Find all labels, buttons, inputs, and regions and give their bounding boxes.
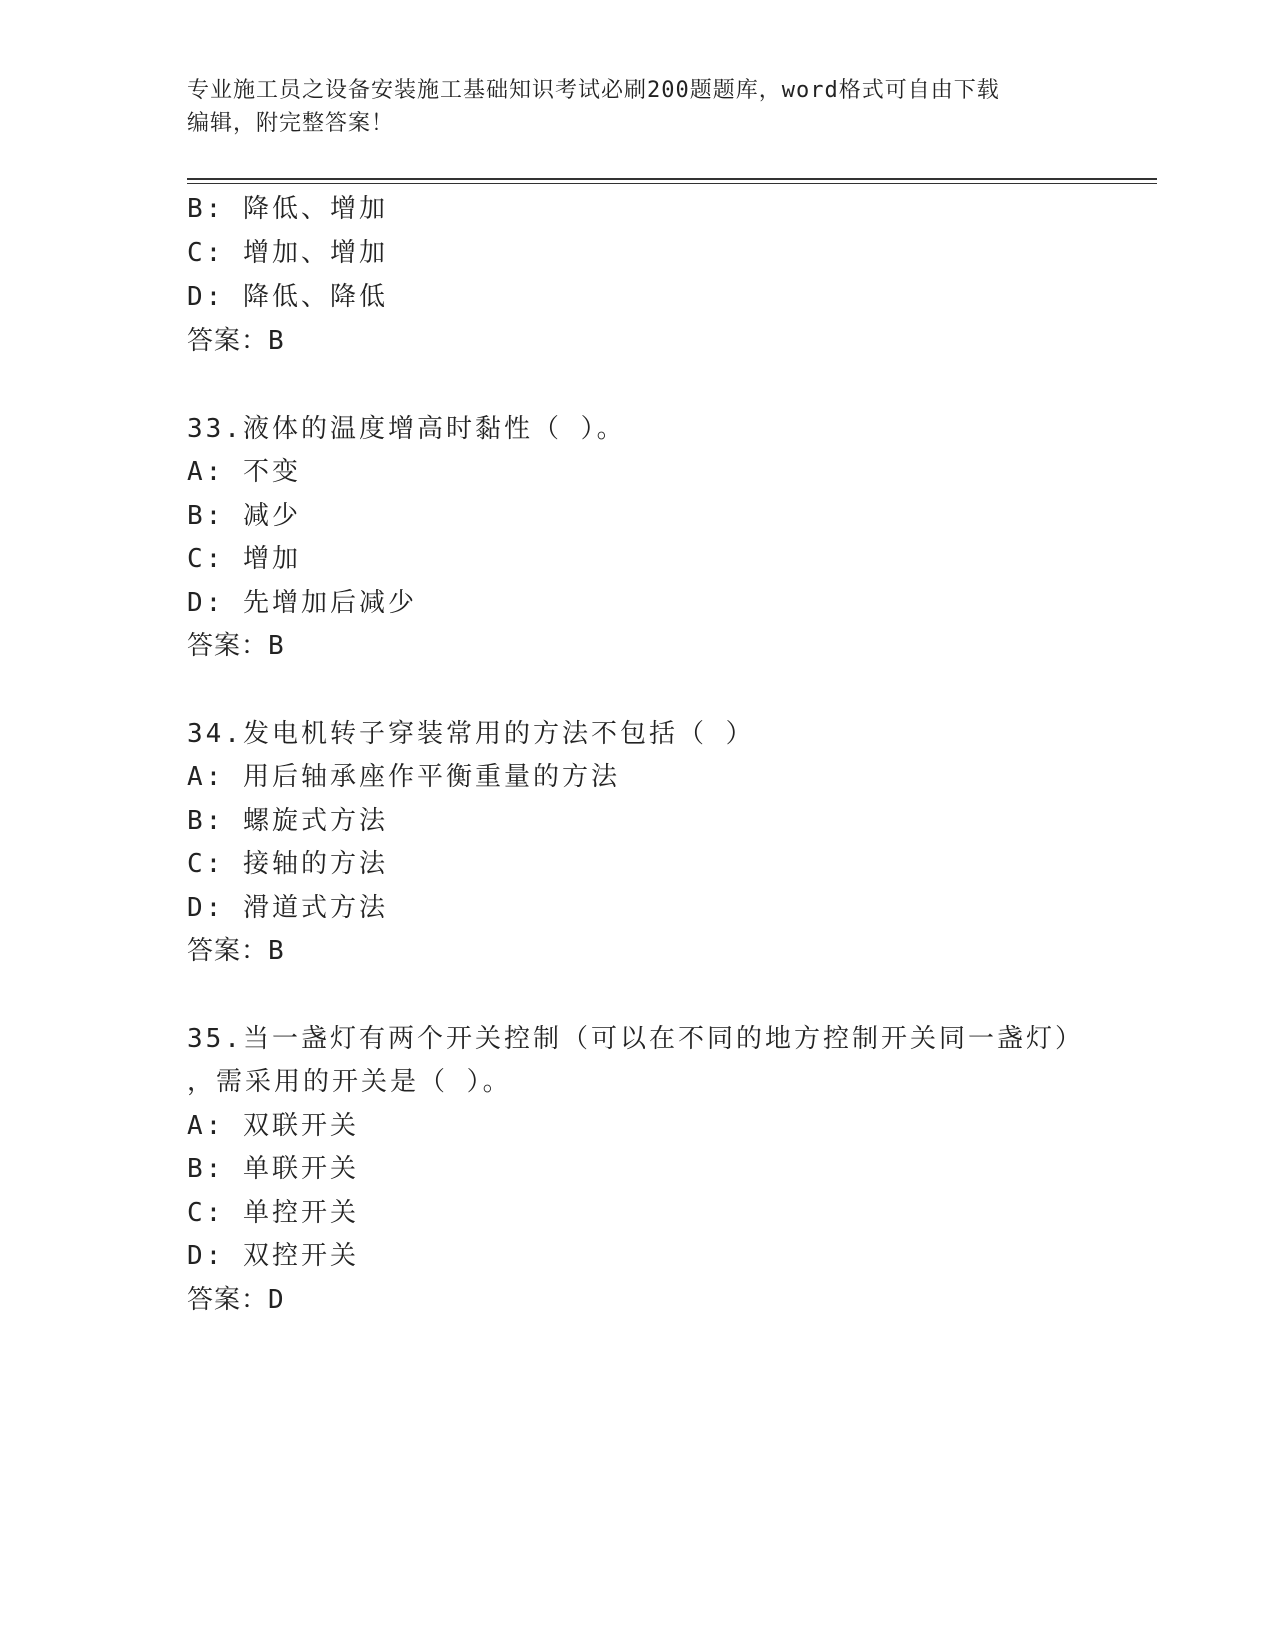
q34-stem: 34.发电机转子穿装常用的方法不包括（ ） bbox=[187, 719, 755, 749]
q33-option-a: A: 不变 bbox=[187, 457, 301, 487]
q33-option-d: D: 先增加后减少 bbox=[187, 588, 417, 618]
q32-option-d: D: 降低、降低 bbox=[187, 282, 388, 312]
q32-answer: 答案：B bbox=[187, 326, 285, 356]
q35-stem-line-1: 35.当一盏灯有两个开关控制（可以在不同的地方控制开关同一盏灯） bbox=[187, 1024, 1084, 1054]
q34-option-a: A: 用后轴承座作平衡重量的方法 bbox=[187, 762, 620, 792]
q33-option-c: C: 增加 bbox=[187, 544, 301, 574]
header-line-2: 编辑，附完整答案！ bbox=[187, 111, 395, 136]
header-divider-thick bbox=[187, 178, 1157, 180]
q33-option-b: B: 减少 bbox=[187, 501, 301, 531]
header-line-1: 专业施工员之设备安装施工基础知识考试必刷200题题库，word格式可自由下载 bbox=[187, 78, 1000, 103]
q34-option-c: C: 接轴的方法 bbox=[187, 849, 388, 879]
document-header bbox=[187, 74, 1087, 140]
q32-option-b: B: 降低、增加 bbox=[187, 194, 388, 224]
q35-option-b: B: 单联开关 bbox=[187, 1154, 359, 1184]
q34-option-b: B: 螺旋式方法 bbox=[187, 806, 388, 836]
q34-option-d: D: 滑道式方法 bbox=[187, 893, 388, 923]
q33-answer: 答案：B bbox=[187, 631, 285, 661]
q35-stem-line-2: ，需采用的开关是（ ）。 bbox=[187, 1067, 512, 1097]
q35-option-d: D: 双控开关 bbox=[187, 1241, 359, 1271]
q35-option-c: C: 单控开关 bbox=[187, 1198, 359, 1228]
header-divider-thin bbox=[187, 183, 1157, 184]
q33-stem: 33.液体的温度增高时黏性（ ）。 bbox=[187, 414, 626, 444]
q32-option-c: C: 增加、增加 bbox=[187, 238, 388, 268]
q35-option-a: A: 双联开关 bbox=[187, 1111, 359, 1141]
q35-answer: 答案：D bbox=[187, 1285, 285, 1315]
q34-answer: 答案：B bbox=[187, 936, 285, 966]
